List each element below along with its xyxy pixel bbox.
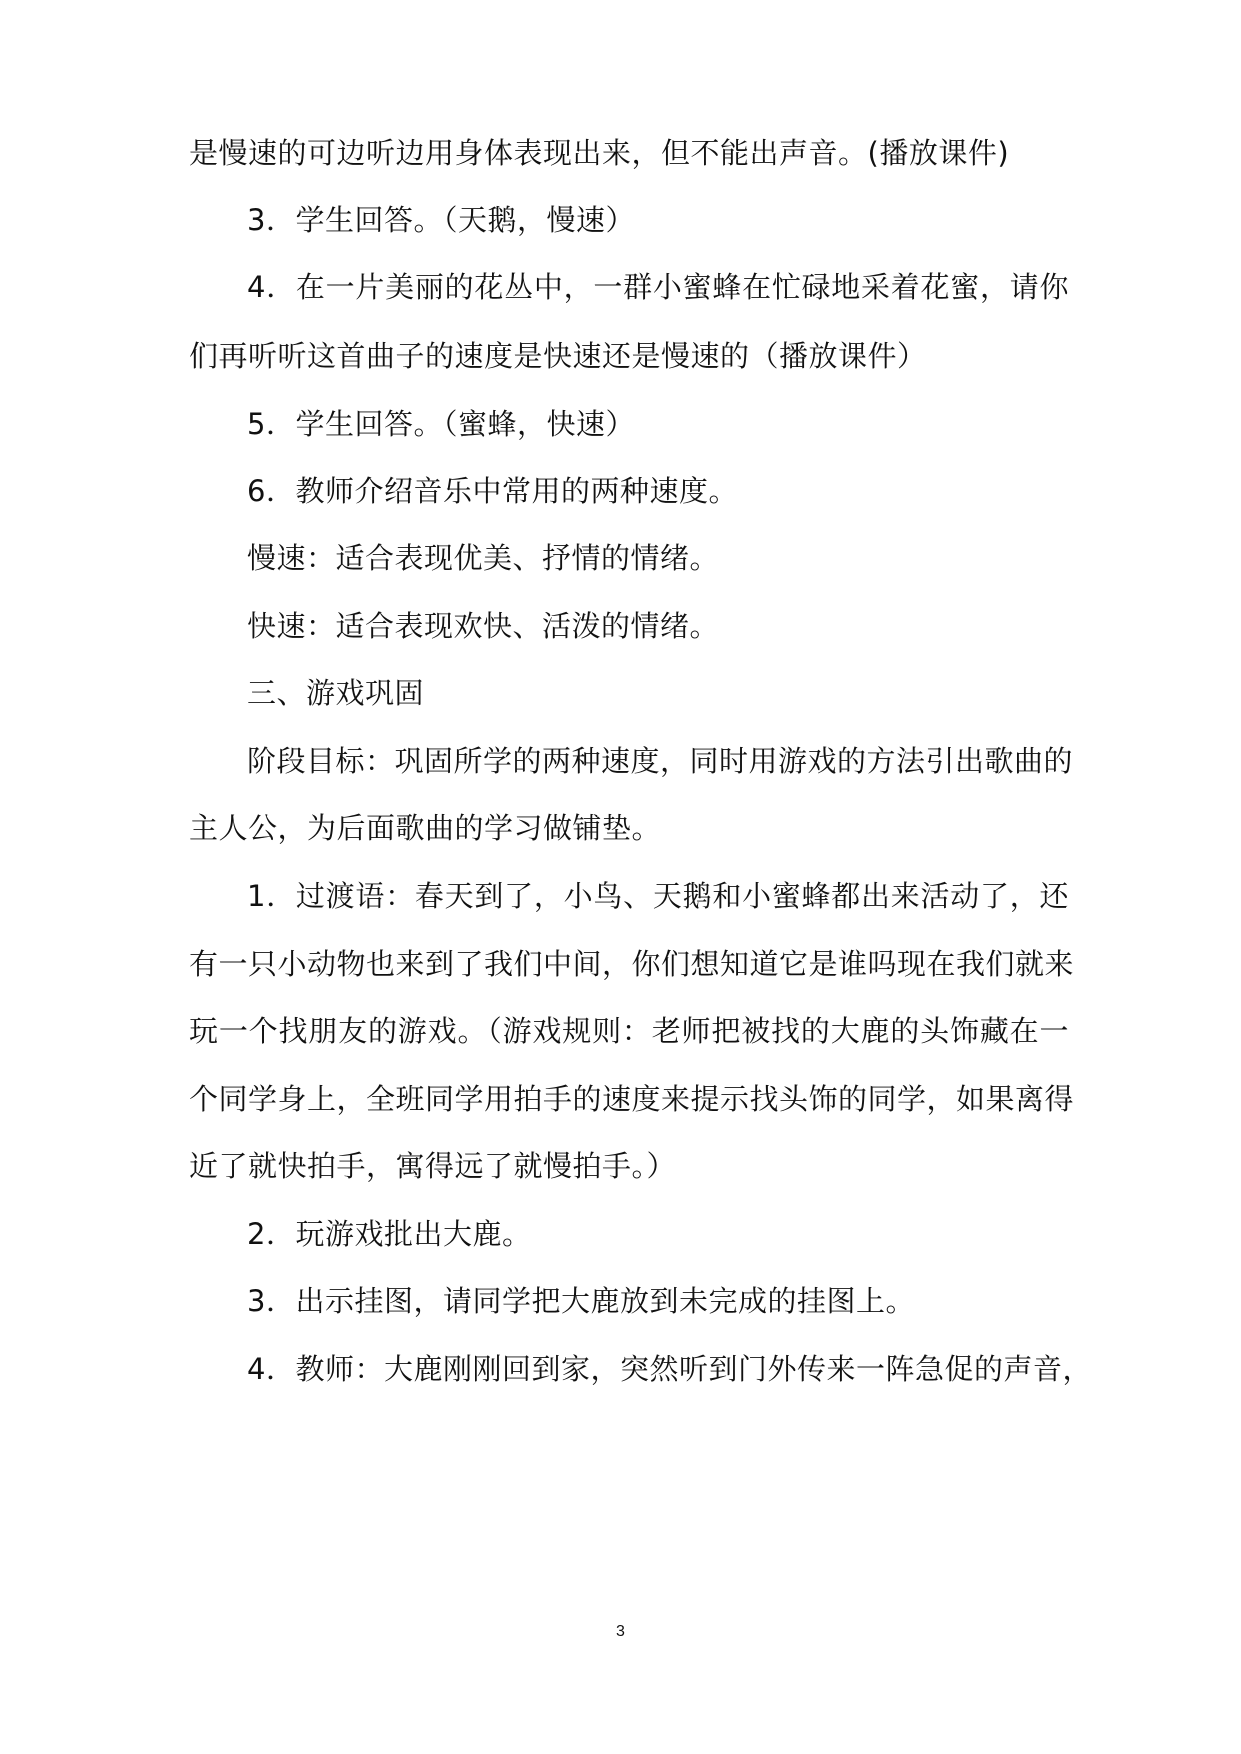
text-line-13: 有一只小动物也来到了我们中间，你们想知道它是谁吗现在我们就来 bbox=[189, 947, 1075, 981]
text-line-8: 快速：适合表现欢快、活泼的情绪。 bbox=[247, 609, 720, 643]
text-line-10: 阶段目标：巩固所学的两种速度，同时用游戏的方法引出歌曲的 bbox=[247, 744, 1074, 778]
text-line-19: 4．教师：大鹿刚刚回到家，突然听到门外传来一阵急促的声音， bbox=[247, 1352, 1092, 1386]
text-line-14: 玩一个找朋友的游戏。（游戏规则：老师把被找的大鹿的头饰藏在一 bbox=[189, 1014, 1069, 1048]
text-line-1: 是慢速的可边听边用身体表现出来，但不能出声音。(播放课件) bbox=[189, 136, 1010, 170]
text-line-17: 2．玩游戏批出大鹿。 bbox=[247, 1217, 532, 1251]
text-line-3: 4．在一片美丽的花丛中，一群小蜜蜂在忙碌地采着花蜜，请你 bbox=[247, 270, 1069, 304]
section-heading: 三、游戏巩固 bbox=[247, 676, 425, 710]
text-line-2: 3．学生回答。（天鹅，慢速） bbox=[247, 203, 635, 237]
text-line-12: 1．过渡语：春天到了，小鸟、天鹅和小蜜蜂都出来活动了，还 bbox=[247, 879, 1069, 913]
text-line-11: 主人公，为后面歌曲的学习做铺垫。 bbox=[189, 811, 662, 845]
text-line-7: 慢速：适合表现优美、抒情的情绪。 bbox=[247, 541, 720, 575]
text-line-18: 3．出示挂图，请同学把大鹿放到未完成的挂图上。 bbox=[247, 1284, 915, 1318]
page-number: 3 bbox=[616, 1623, 625, 1640]
text-line-15: 个同学身上，全班同学用拍手的速度来提示找头饰的同学，如果离得 bbox=[189, 1082, 1075, 1116]
text-line-4: 们再听听这首曲子的速度是快速还是慢速的（播放课件） bbox=[189, 339, 927, 373]
text-line-5: 5．学生回答。（蜜蜂，快速） bbox=[247, 407, 635, 441]
text-line-6: 6．教师介绍音乐中常用的两种速度。 bbox=[247, 474, 738, 508]
text-line-16: 近了就快拍手，寓得远了就慢拍手。） bbox=[189, 1149, 677, 1183]
